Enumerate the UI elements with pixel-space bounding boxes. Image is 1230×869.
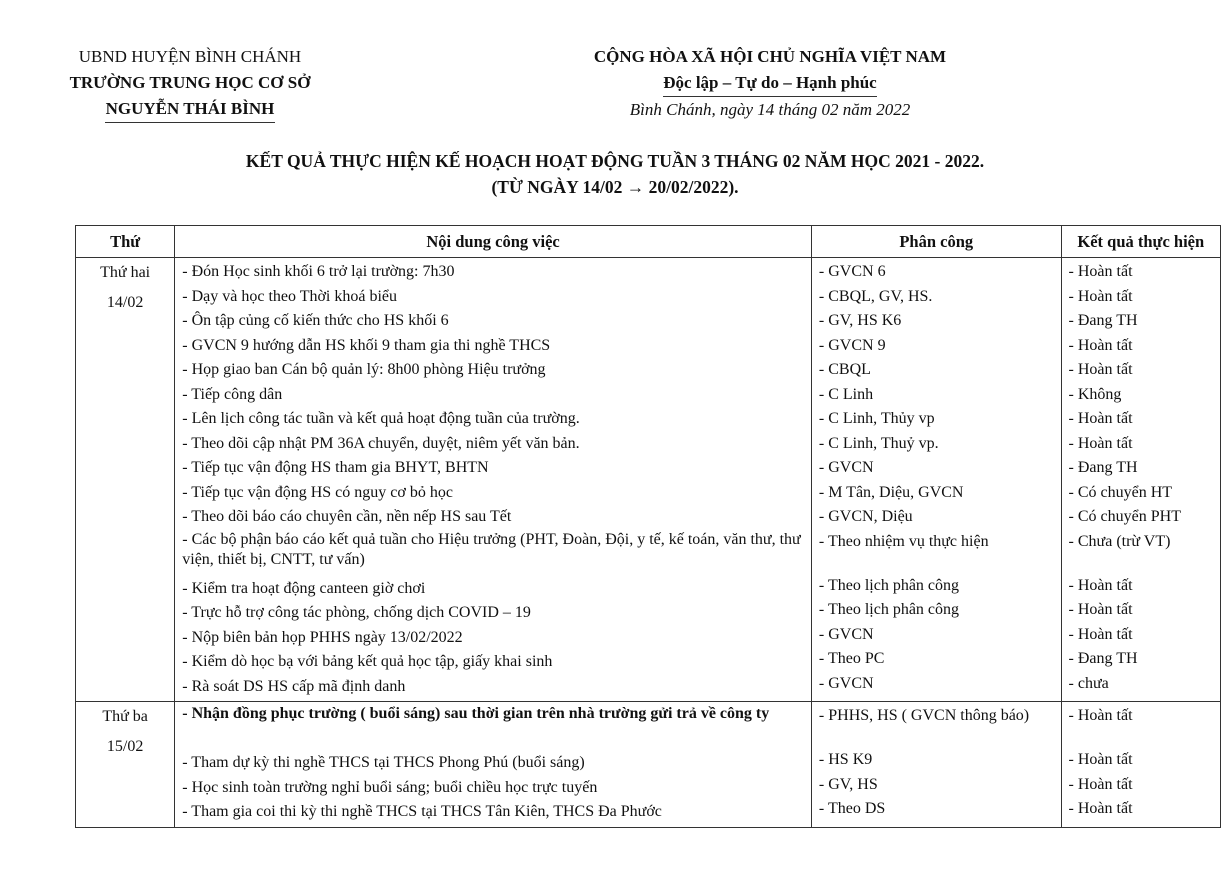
day-date: 15/02 — [106, 738, 144, 755]
result-line: - Hoàn tất — [1068, 751, 1133, 768]
task-line: - Kiểm dò học bạ với bảng kết quả học tập, giấy khai sinh — [182, 653, 553, 670]
assign-cell-monday — [811, 258, 1061, 702]
result-line: - Hoàn tất — [1068, 707, 1133, 724]
title-line-2: (TỪ NGÀY 14/02 → 20/02/2022). — [491, 177, 739, 197]
table-row-monday — [76, 258, 1221, 702]
district-name: UBND HUYỆN BÌNH CHÁNH — [78, 47, 302, 66]
result-cell-tuesday — [1061, 702, 1220, 828]
assign-line: - PHHS, HS ( GVCN thông báo) — [818, 707, 1030, 724]
day-label: Thứ hai — [100, 264, 151, 281]
national-motto: Độc lập – Tự do – Hạnh phúc — [663, 70, 876, 97]
task-cell-tuesday — [175, 702, 812, 828]
day-cell-tuesday — [76, 702, 175, 828]
task-line: - Theo dõi cập nhật PM 36A chuyển, duyệt, niêm yết văn bản. — [182, 434, 580, 452]
task-line: - Lên lịch công tác tuần và kết quả hoạt động tuần của trường. — [182, 410, 580, 427]
result-line: - Hoàn tất — [1068, 601, 1133, 618]
header-left — [40, 44, 340, 123]
table-header-row — [76, 226, 1221, 258]
assign-line: - GVCN — [818, 625, 874, 643]
assign-line: - Theo lịch phân công — [818, 576, 960, 594]
result-line: - Hoàn tất — [1068, 336, 1133, 354]
task-line: - Tiếp tục vận động HS có nguy cơ bỏ học — [182, 483, 453, 501]
day-date: 14/02 — [106, 294, 144, 311]
day-label: Thứ ba — [102, 708, 148, 725]
assign-line: - C Linh, Thủy vp — [818, 410, 935, 427]
result-line: - Hoàn tất — [1068, 576, 1133, 594]
task-line: - Ôn tập củng cố kiến thức cho HS khối 6 — [182, 312, 449, 329]
assign-line: - C Linh, Thuỷ vp. — [818, 434, 939, 452]
school-type: TRƯỜNG TRUNG HỌC CƠ SỞ — [69, 73, 311, 92]
task-line: - Đón Học sinh khối 6 trở lại trường: 7h30 — [182, 263, 455, 280]
country-name: CỘNG HÒA XÃ HỘI CHỦ NGHĨA VIỆT NAM — [593, 47, 947, 66]
assign-line: - HS K9 — [818, 751, 873, 768]
result-line: - Hoàn tất — [1068, 775, 1133, 793]
task-line: - Theo dõi báo cáo chuyên cần, nền nếp HS sau Tết — [182, 508, 512, 525]
header-result: Kết quả thực hiện — [1061, 226, 1220, 258]
task-line: - Dạy và học theo Thời khoá biểu — [182, 287, 398, 305]
header-right — [540, 44, 1000, 123]
task-line: - Tham gia coi thi kỳ thi nghề THCS tại THCS Tân Kiên, THCS Đa Phước — [182, 803, 662, 820]
result-line: - Hoàn tất — [1068, 434, 1133, 452]
assign-cell-tuesday — [811, 702, 1061, 828]
result-cell-monday — [1061, 258, 1220, 702]
task-line: - Họp giao ban Cán bộ quản lý: 8h00 phòng Hiệu trưởng — [182, 361, 546, 378]
result-line: - Chưa (trừ VT) — [1068, 532, 1171, 550]
task-line: - Kiểm tra hoạt động canteen giờ chơi — [182, 579, 426, 597]
result-line: - Hoàn tất — [1068, 625, 1133, 643]
day-cell-monday — [76, 258, 175, 702]
document-title — [0, 148, 1230, 200]
header-task: Nội dung công việc — [175, 226, 812, 258]
result-line: - Hoàn tất — [1068, 800, 1133, 817]
assign-line: - Theo lịch phân công — [818, 601, 960, 618]
task-cell-monday — [175, 258, 812, 702]
assign-line: - CBQL, GV, HS. — [818, 287, 933, 305]
result-line: - Có chuyển PHT — [1068, 508, 1181, 525]
assign-line: - C Linh — [818, 385, 874, 403]
title-line-1: KẾT QUẢ THỰC HIỆN KẾ HOẠCH HOẠT ĐỘNG TUẦN 3 THÁNG 02 NĂM HỌC 2021 - 2022. — [245, 151, 985, 171]
assign-line: - Theo PC — [818, 650, 885, 667]
task-line: - Tham dự kỳ thi nghề THCS tại THCS Phong Phú (buổi sáng) — [182, 754, 585, 771]
task-line: - Nộp biên bản họp PHHS ngày 13/02/2022 — [182, 628, 463, 646]
task-line: - Các bộ phận báo cáo kết quả tuần cho Hiệu trưởng (PHT, Đoàn, Đội, y tế, kế toán, văn thư, thư viện, thiết bị, CNTT, tư vấn) — [182, 530, 801, 568]
task-line: - GVCN 9 hướng dẫn HS khối 9 tham gia thi nghề THCS — [182, 336, 551, 354]
assign-line: - GV, HS K6 — [818, 312, 902, 329]
weekly-plan-table — [75, 225, 1221, 828]
result-line: - Đang TH — [1068, 650, 1138, 667]
assign-line: - Theo nhiệm vụ thực hiện — [818, 532, 989, 550]
result-line: - Hoàn tất — [1068, 263, 1133, 280]
task-line: - Trực hỗ trợ công tác phòng, chống dịch COVID – 19 — [182, 604, 531, 621]
assign-line: - GV, HS — [818, 775, 878, 793]
result-line: - Hoàn tất — [1068, 287, 1133, 305]
task-line: - Rà soát DS HS cấp mã định danh — [182, 677, 406, 695]
assign-line: - GVCN 9 — [818, 336, 886, 354]
result-line: - chưa — [1068, 674, 1109, 692]
task-line: - Học sinh toàn trường nghỉ buổi sáng; buổi chiều học trực tuyến — [182, 778, 598, 796]
result-line: - Đang TH — [1068, 312, 1138, 329]
result-line: - Đang TH — [1068, 459, 1138, 476]
header-assign: Phân công — [811, 226, 1061, 258]
assign-line: - Theo DS — [818, 800, 886, 817]
task-line: - Tiếp tục vận động HS tham gia BHYT, BHTN — [182, 459, 489, 476]
header-left-underline — [105, 122, 275, 123]
result-line: - Hoàn tất — [1068, 361, 1133, 378]
header-day: Thứ — [76, 226, 175, 258]
assign-line: - GVCN — [818, 459, 874, 476]
result-line: - Có chuyển HT — [1068, 483, 1173, 501]
result-line: - Không — [1068, 385, 1122, 403]
assign-line: - GVCN — [818, 674, 874, 692]
document-date: Bình Chánh, ngày 14 tháng 02 năm 2022 — [629, 100, 911, 119]
task-line: - Tiếp công dân — [182, 385, 283, 403]
table-row-tuesday — [76, 702, 1221, 828]
task-line: - Nhận đồng phục trường ( buổi sáng) sau thời gian trên nhà trường gửi trả về công ty — [182, 705, 770, 722]
assign-line: - GVCN 6 — [818, 263, 886, 280]
assign-line: - GVCN, Diệu — [818, 508, 913, 525]
assign-line: - M Tân, Diệu, GVCN — [818, 483, 964, 501]
school-name: NGUYỄN THÁI BÌNH — [105, 99, 275, 118]
result-line: - Hoàn tất — [1068, 410, 1133, 427]
assign-line: - CBQL — [818, 361, 871, 378]
